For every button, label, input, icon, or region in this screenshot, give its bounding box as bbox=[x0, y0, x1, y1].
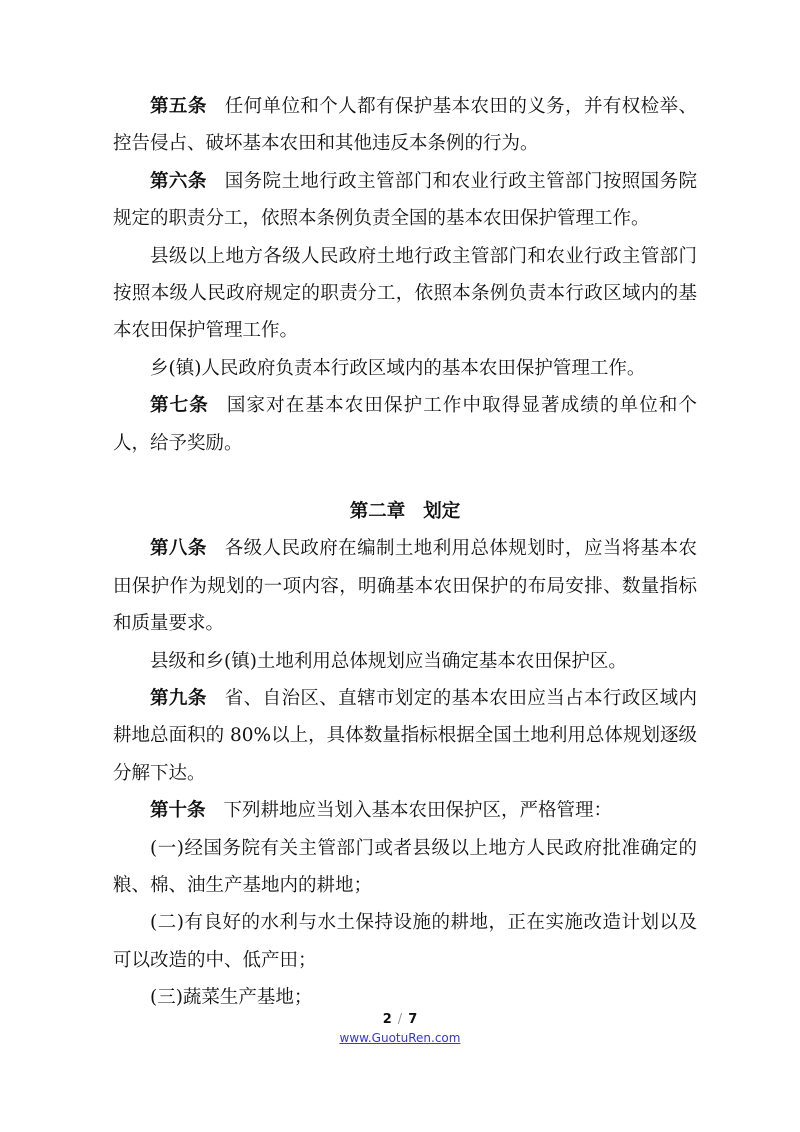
chapter-heading: 第二章 划定 bbox=[349, 501, 461, 522]
site-link[interactable]: www.GuotuRen.com bbox=[339, 1031, 461, 1045]
text-line: 控告侵占、破坏基本农田和其他违反本条例的行为。 bbox=[113, 133, 539, 155]
text-line: 人，给予奖励。 bbox=[113, 432, 243, 454]
page-number: 2 / 7 bbox=[382, 1012, 418, 1027]
footer-site bbox=[0, 1031, 800, 1045]
article-9: 第九条 省、自治区、直辖市划定的基本农田应当占本行政区域内 bbox=[150, 687, 697, 709]
article-label: 第十条 bbox=[150, 800, 206, 822]
article-8: 第八条 各级人民政府在编制土地利用总体规划时，应当将基本农 bbox=[150, 538, 697, 560]
list-item: (三)蔬菜生产基地； bbox=[150, 987, 313, 1009]
article-6: 第六条 国务院土地行政主管部门和农业行政主管部门按照国务院 bbox=[150, 170, 697, 192]
article-label: 第八条 bbox=[150, 538, 207, 560]
text-line: 田保护作为规划的一项内容，明确基本农田保护的布局安排、数量指标 bbox=[113, 575, 697, 597]
text-line: 县级以上地方各级人民政府土地行政主管部门和农业行政主管部门 bbox=[150, 245, 697, 267]
text-line: 规定的职责分工，依照本条例负责全国的基本农田保护管理工作。 bbox=[113, 208, 650, 230]
article-label: 第九条 bbox=[150, 687, 207, 709]
text-line: 可以改造的中、低产田； bbox=[113, 949, 317, 971]
section-general-provisions bbox=[113, 88, 697, 462]
text-line: 乡(镇)人民政府负责本行政区域内的基本农田保护管理工作。 bbox=[150, 357, 646, 379]
text-line: 本农田保护管理工作。 bbox=[113, 320, 299, 342]
article-label: 第六条 bbox=[150, 170, 207, 192]
article-5: 第五条 任何单位和个人都有保护基本农田的义务，并有权检举、 bbox=[150, 96, 697, 117]
article-7: 第七条 国家对在基本农田保护工作中取得显著成绩的单位和个 bbox=[150, 395, 697, 417]
list-item: (二)有良好的水利与水土保持设施的耕地，正在实施改造计划以及 bbox=[150, 912, 697, 934]
section-chapter-2 bbox=[113, 493, 697, 1016]
text-line: 粮、棉、油生产基地内的耕地； bbox=[113, 874, 373, 896]
article-label: 第七条 bbox=[150, 395, 209, 417]
text-line: 和质量要求。 bbox=[113, 613, 225, 635]
text-line: 分解下达。 bbox=[113, 762, 206, 784]
text-line: 县级和乡(镇)土地利用总体规划应当确定基本农田保护区。 bbox=[150, 650, 627, 672]
article-label: 第五条 bbox=[150, 96, 207, 117]
text-line: 按照本级人民政府规定的职责分工，依照本条例负责本行政区域内的基 bbox=[113, 282, 697, 304]
text-line: 耕地总面积的 80%以上，具体数量指标根据全国土地利用总体规划逐级 bbox=[113, 725, 697, 747]
article-10: 第十条 下列耕地应当划入基本农田保护区，严格管理： bbox=[150, 800, 613, 822]
list-item: (一)经国务院有关主管部门或者县级以上地方人民政府批准确定的 bbox=[150, 837, 697, 859]
